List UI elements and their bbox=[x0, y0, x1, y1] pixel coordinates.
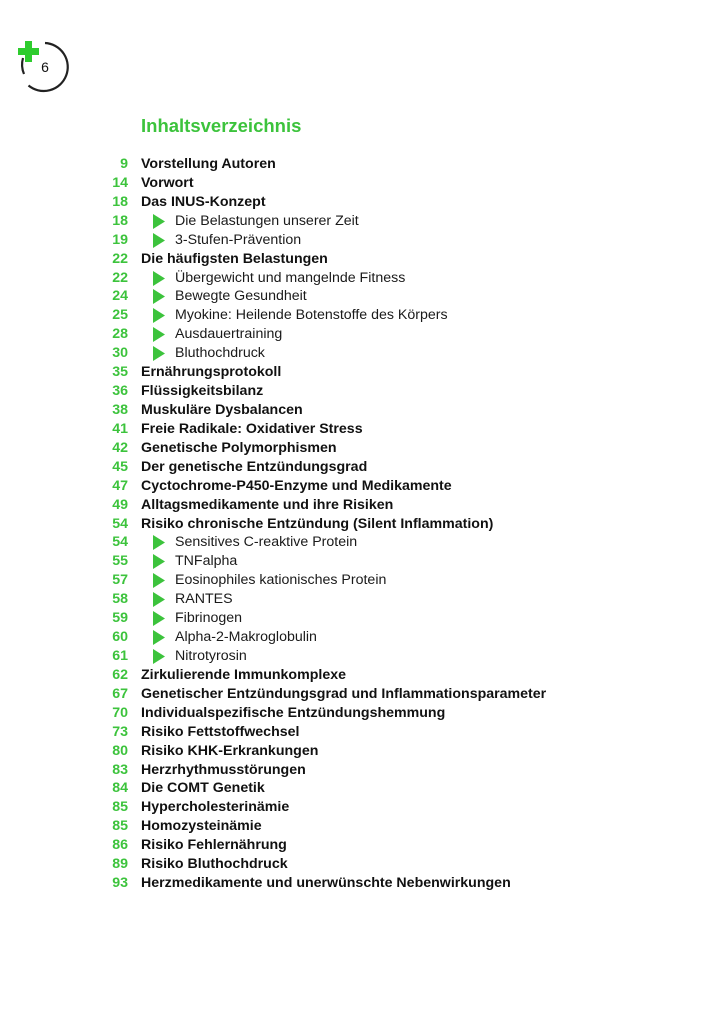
toc-page-number: 18 bbox=[112, 212, 128, 229]
toc-entry-title: Eosinophiles kationisches Protein bbox=[175, 572, 387, 589]
toc-page-number: 25 bbox=[112, 307, 128, 324]
toc-entry-title: Nitrotyrosin bbox=[175, 647, 247, 664]
toc-page-number: 85 bbox=[112, 799, 128, 816]
green-triangle-bullet-icon bbox=[152, 649, 166, 664]
toc-entry bbox=[0, 779, 723, 798]
toc-subentry bbox=[0, 628, 723, 647]
page-number-badge bbox=[16, 38, 74, 94]
toc-entry-title: Bluthochdruck bbox=[175, 345, 265, 362]
toc-entry-title: Bewegte Gesundheit bbox=[175, 288, 307, 305]
toc-entry-title: Die häufigsten Belastungen bbox=[141, 250, 328, 267]
toc-entry-title: Homozysteinämie bbox=[141, 818, 262, 835]
toc-page-number: 57 bbox=[112, 572, 128, 589]
toc-page-number: 89 bbox=[112, 856, 128, 873]
toc-page-number: 49 bbox=[112, 496, 128, 513]
toc-entry-title: Die COMT Genetik bbox=[141, 780, 265, 797]
toc-page-number: 61 bbox=[112, 647, 128, 664]
toc-entry bbox=[0, 723, 723, 742]
green-triangle-bullet-icon bbox=[152, 346, 166, 361]
toc-entry-title: Myokine: Heilende Botenstoffe des Körpers bbox=[175, 307, 448, 324]
toc-entry bbox=[0, 401, 723, 420]
toc-entry-title: Der genetische Entzündungsgrad bbox=[141, 458, 368, 475]
toc-page-number: 42 bbox=[112, 439, 128, 456]
toc-page-number: 19 bbox=[112, 231, 128, 248]
toc-subentry bbox=[0, 306, 723, 325]
toc-page-number: 62 bbox=[112, 666, 128, 683]
green-triangle-bullet-icon bbox=[152, 308, 166, 323]
toc-entry bbox=[0, 477, 723, 496]
toc-page-number: 73 bbox=[112, 723, 128, 740]
toc-page-number: 22 bbox=[112, 250, 128, 267]
toc-entry-title: TNFalpha bbox=[175, 553, 238, 570]
toc-subentry bbox=[0, 533, 723, 552]
green-triangle-bullet-icon bbox=[152, 327, 166, 342]
toc-page-number: 22 bbox=[112, 269, 128, 286]
toc-entry bbox=[0, 174, 723, 193]
toc-entry-title: Individualspezifische Entzündungshemmung bbox=[141, 704, 446, 721]
toc-entry-title: Ausdauertraining bbox=[175, 326, 283, 343]
toc-entry-title: Herzrhythmusstörungen bbox=[141, 761, 306, 778]
toc-entry-title: Das INUS-Konzept bbox=[141, 193, 266, 210]
toc-entry bbox=[0, 363, 723, 382]
toc-page-number: 47 bbox=[112, 477, 128, 494]
toc-subentry bbox=[0, 647, 723, 666]
toc-subentry bbox=[0, 609, 723, 628]
toc-page-number: 70 bbox=[112, 704, 128, 721]
toc-page-number: 59 bbox=[112, 610, 128, 627]
toc-entry-title: Risiko chronische Entzündung (Silent Inflammation) bbox=[141, 515, 494, 532]
toc-subentry bbox=[0, 231, 723, 250]
toc-page-number: 14 bbox=[112, 174, 128, 191]
toc-page-number: 28 bbox=[112, 326, 128, 343]
toc-page-number: 35 bbox=[112, 364, 128, 381]
toc-page-number: 83 bbox=[112, 761, 128, 778]
toc-entry-title: Alltagsmedikamente und ihre Risiken bbox=[141, 496, 394, 513]
toc-page-number: 55 bbox=[112, 553, 128, 570]
toc-page-number: 80 bbox=[112, 742, 128, 759]
toc-entry bbox=[0, 515, 723, 534]
toc-page-number: 85 bbox=[112, 818, 128, 835]
page-number: 6 bbox=[41, 59, 49, 75]
toc-page-number: 60 bbox=[112, 629, 128, 646]
toc-entry-title: Ernährungsprotokoll bbox=[141, 364, 282, 381]
toc-subentry bbox=[0, 552, 723, 571]
toc-entry bbox=[0, 439, 723, 458]
table-of-contents bbox=[0, 155, 723, 893]
toc-entry-title: Genetische Polymorphismen bbox=[141, 439, 337, 456]
toc-entry-title: Genetischer Entzündungsgrad und Inflammationsparameter bbox=[141, 685, 547, 702]
toc-entry-title: 3-Stufen-Prävention bbox=[175, 231, 302, 248]
toc-entry bbox=[0, 420, 723, 439]
toc-entry-title: Flüssigkeitsbilanz bbox=[141, 383, 264, 400]
toc-subentry bbox=[0, 212, 723, 231]
toc-page-number: 30 bbox=[112, 345, 128, 362]
toc-entry bbox=[0, 685, 723, 704]
green-triangle-bullet-icon bbox=[152, 271, 166, 286]
toc-entry-title: Zirkulierende Immunkomplexe bbox=[141, 666, 346, 683]
toc-entry bbox=[0, 496, 723, 515]
toc-page-number: 18 bbox=[112, 193, 128, 210]
green-triangle-bullet-icon bbox=[152, 592, 166, 607]
toc-subentry bbox=[0, 571, 723, 590]
toc-page-number: 84 bbox=[112, 780, 128, 797]
toc-page-number: 93 bbox=[112, 875, 128, 892]
toc-entry bbox=[0, 874, 723, 893]
green-triangle-bullet-icon bbox=[152, 233, 166, 248]
toc-subentry bbox=[0, 590, 723, 609]
toc-subentry bbox=[0, 287, 723, 306]
toc-entry bbox=[0, 382, 723, 401]
toc-entry bbox=[0, 742, 723, 761]
toc-subentry bbox=[0, 344, 723, 363]
toc-page-number: 67 bbox=[112, 685, 128, 702]
toc-page-number: 58 bbox=[112, 591, 128, 608]
toc-heading: Inhaltsverzeichnis bbox=[141, 115, 302, 136]
green-triangle-bullet-icon bbox=[152, 630, 166, 645]
toc-page-number: 9 bbox=[120, 156, 128, 172]
toc-entry-title: Herzmedikamente und unerwünschte Nebenwirkungen bbox=[141, 875, 511, 892]
green-triangle-bullet-icon bbox=[152, 573, 166, 588]
toc-entry-title: Alpha-2-Makroglobulin bbox=[175, 629, 317, 646]
green-triangle-bullet-icon bbox=[152, 214, 166, 229]
green-triangle-bullet-icon bbox=[152, 289, 166, 304]
green-triangle-bullet-icon bbox=[152, 611, 166, 626]
toc-entry-title: Risiko Bluthochdruck bbox=[141, 856, 288, 873]
toc-page-number: 41 bbox=[112, 420, 128, 437]
toc-entry bbox=[0, 817, 723, 836]
toc-entry bbox=[0, 155, 723, 174]
toc-entry bbox=[0, 704, 723, 723]
toc-entry-title: Fibrinogen bbox=[175, 610, 243, 627]
toc-entry-title: Vorstellung Autoren bbox=[141, 156, 276, 172]
toc-page-number: 54 bbox=[112, 534, 128, 551]
toc-entry-title: Muskuläre Dysbalancen bbox=[141, 401, 303, 418]
toc-entry-title: Risiko Fettstoffwechsel bbox=[141, 723, 300, 740]
toc-entry bbox=[0, 666, 723, 685]
toc-entry bbox=[0, 798, 723, 817]
toc-entry-title: Risiko KHK-Erkrankungen bbox=[141, 742, 319, 759]
toc-entry-title: Hypercholesterinämie bbox=[141, 799, 290, 816]
toc-entry-title: Vorwort bbox=[141, 174, 194, 191]
toc-page-number: 24 bbox=[112, 288, 128, 305]
toc-page-number: 38 bbox=[112, 401, 128, 418]
toc-entry bbox=[0, 193, 723, 212]
toc-entry-title: Cyctochrome-P450-Enzyme und Medikamente bbox=[141, 477, 452, 494]
toc-page-number: 86 bbox=[112, 837, 128, 854]
green-triangle-bullet-icon bbox=[152, 535, 166, 550]
toc-entry-title: Übergewicht und mangelnde Fitness bbox=[175, 269, 406, 286]
toc-entry bbox=[0, 855, 723, 874]
toc-entry bbox=[0, 250, 723, 269]
toc-entry-title: Freie Radikale: Oxidativer Stress bbox=[141, 420, 363, 437]
toc-entry bbox=[0, 458, 723, 477]
toc-page-number: 45 bbox=[112, 458, 128, 475]
toc-entry-title: Sensitives C-reaktive Protein bbox=[175, 534, 358, 551]
toc-entry bbox=[0, 761, 723, 780]
toc-page-number: 36 bbox=[112, 383, 128, 400]
toc-subentry bbox=[0, 269, 723, 288]
toc-subentry bbox=[0, 325, 723, 344]
toc-entry-title: RANTES bbox=[175, 591, 233, 608]
green-triangle-bullet-icon bbox=[152, 554, 166, 569]
toc-entry-title: Risiko Fehlernährung bbox=[141, 837, 287, 854]
toc-page-number: 54 bbox=[112, 515, 128, 532]
toc-entry bbox=[0, 836, 723, 855]
toc-entry-title: Die Belastungen unserer Zeit bbox=[175, 212, 359, 229]
